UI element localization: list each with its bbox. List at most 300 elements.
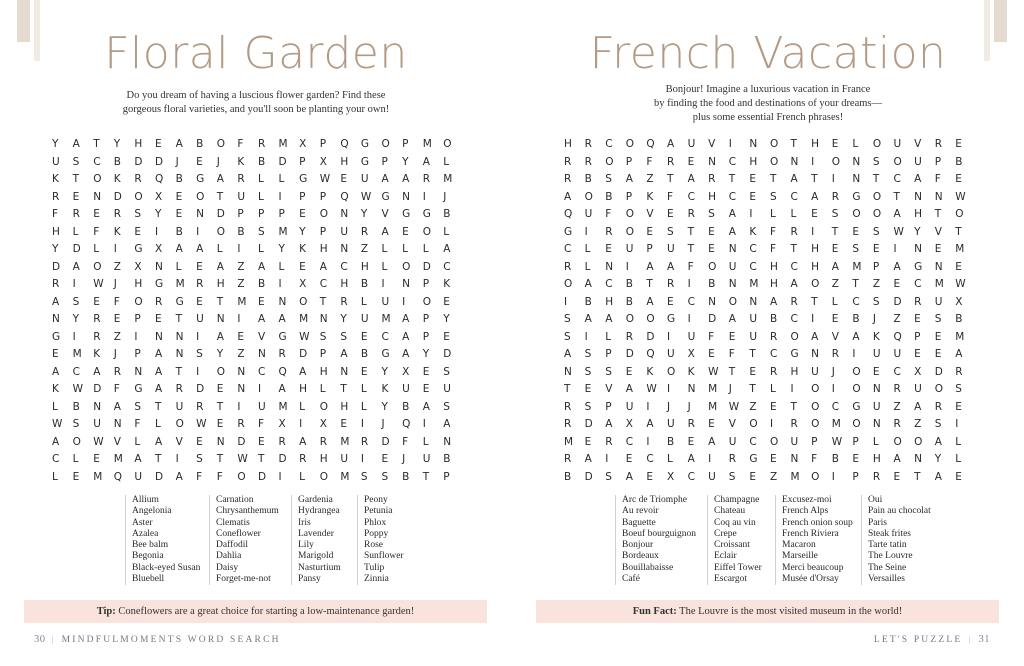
- grid-letter[interactable]: W: [72, 383, 83, 395]
- grid-letter[interactable]: I: [564, 295, 568, 308]
- grid-letter[interactable]: R: [934, 138, 942, 150]
- grid-letter[interactable]: O: [893, 155, 902, 168]
- grid-letter[interactable]: O: [811, 278, 820, 290]
- grid-letter[interactable]: U: [811, 365, 819, 378]
- grid-letter[interactable]: A: [811, 330, 819, 343]
- grid-letter[interactable]: E: [154, 138, 162, 150]
- grid-letter[interactable]: C: [381, 330, 389, 343]
- grid-letter[interactable]: Z: [769, 470, 778, 483]
- grid-letter[interactable]: R: [93, 313, 101, 325]
- grid-letter[interactable]: O: [134, 295, 143, 308]
- grid-letter[interactable]: H: [605, 295, 614, 308]
- grid-letter[interactable]: X: [319, 418, 327, 430]
- grid-letter[interactable]: A: [646, 260, 654, 273]
- grid-letter[interactable]: I: [646, 400, 650, 413]
- grid-letter[interactable]: I: [134, 330, 138, 343]
- grid-letter[interactable]: A: [564, 190, 572, 203]
- grid-letter[interactable]: S: [831, 208, 839, 220]
- grid-letter[interactable]: I: [955, 418, 959, 430]
- grid-letter[interactable]: L: [666, 453, 673, 465]
- grid-letter[interactable]: O: [646, 313, 655, 325]
- grid-letter[interactable]: C: [749, 435, 757, 448]
- grid-letter[interactable]: W: [299, 330, 310, 343]
- grid-letter[interactable]: A: [175, 470, 183, 483]
- grid-letter[interactable]: D: [646, 330, 655, 343]
- grid-letter[interactable]: C: [340, 260, 348, 273]
- grid-letter[interactable]: E: [646, 470, 654, 483]
- grid-letter[interactable]: O: [914, 435, 923, 448]
- grid-letter[interactable]: T: [790, 138, 797, 150]
- grid-letter[interactable]: E: [728, 330, 736, 343]
- grid-letter[interactable]: A: [443, 418, 451, 430]
- grid-letter[interactable]: K: [872, 330, 880, 343]
- grid-letter[interactable]: K: [93, 348, 101, 360]
- grid-letter[interactable]: E: [934, 348, 942, 360]
- grid-letter[interactable]: Q: [154, 173, 164, 185]
- grid-letter[interactable]: M: [381, 313, 391, 325]
- grid-letter[interactable]: R: [790, 295, 798, 308]
- grid-letter[interactable]: E: [134, 225, 142, 238]
- grid-letter[interactable]: E: [955, 400, 962, 413]
- grid-letter[interactable]: N: [340, 243, 349, 255]
- grid-letter[interactable]: A: [402, 348, 410, 360]
- grid-letter[interactable]: I: [72, 330, 76, 343]
- word-search-grid[interactable]: [48, 136, 460, 486]
- grid-letter[interactable]: B: [769, 313, 778, 325]
- grid-letter[interactable]: O: [811, 400, 820, 413]
- grid-letter[interactable]: R: [564, 260, 572, 273]
- grid-letter[interactable]: E: [402, 225, 409, 238]
- grid-letter[interactable]: Q: [646, 138, 655, 150]
- grid-letter[interactable]: H: [872, 453, 881, 465]
- grid-letter[interactable]: D: [381, 435, 390, 448]
- grid-letter[interactable]: H: [769, 278, 778, 290]
- grid-letter[interactable]: S: [134, 400, 142, 413]
- grid-letter[interactable]: O: [625, 138, 635, 150]
- grid-letter[interactable]: E: [852, 225, 859, 238]
- grid-letter[interactable]: N: [708, 155, 717, 168]
- grid-letter[interactable]: O: [708, 260, 717, 273]
- grid-letter[interactable]: I: [175, 453, 179, 465]
- grid-letter[interactable]: H: [134, 138, 143, 150]
- grid-letter[interactable]: O: [422, 295, 431, 308]
- grid-letter[interactable]: K: [646, 365, 654, 378]
- grid-letter[interactable]: T: [564, 383, 571, 395]
- grid-letter[interactable]: P: [257, 208, 265, 220]
- grid-letter[interactable]: A: [216, 260, 224, 273]
- grid-letter[interactable]: B: [443, 208, 451, 220]
- grid-letter[interactable]: I: [831, 470, 835, 483]
- grid-letter[interactable]: G: [749, 453, 758, 465]
- grid-letter[interactable]: G: [790, 348, 799, 360]
- grid-letter[interactable]: D: [708, 313, 717, 325]
- grid-letter[interactable]: W: [196, 418, 207, 430]
- grid-letter[interactable]: G: [196, 173, 205, 185]
- grid-letter[interactable]: A: [175, 138, 183, 150]
- grid-letter[interactable]: O: [216, 225, 226, 238]
- grid-letter[interactable]: G: [134, 383, 143, 395]
- grid-letter[interactable]: L: [72, 225, 79, 238]
- grid-letter[interactable]: W: [93, 435, 104, 448]
- grid-letter[interactable]: X: [687, 348, 695, 360]
- grid-letter[interactable]: S: [360, 470, 368, 483]
- grid-letter[interactable]: I: [790, 383, 794, 395]
- grid-letter[interactable]: R: [914, 295, 922, 308]
- grid-letter[interactable]: U: [584, 208, 593, 220]
- grid-letter[interactable]: T: [811, 173, 818, 185]
- grid-letter[interactable]: G: [52, 330, 61, 343]
- grid-letter[interactable]: R: [299, 453, 307, 465]
- grid-letter[interactable]: R: [278, 435, 286, 448]
- grid-letter[interactable]: N: [237, 383, 246, 395]
- grid-letter[interactable]: N: [872, 418, 881, 430]
- grid-letter[interactable]: F: [605, 208, 612, 220]
- grid-letter[interactable]: Q: [113, 470, 123, 483]
- grid-letter[interactable]: G: [360, 138, 370, 150]
- grid-letter[interactable]: A: [769, 295, 778, 308]
- grid-letter[interactable]: M: [564, 435, 574, 448]
- grid-letter[interactable]: I: [278, 278, 282, 290]
- grid-letter[interactable]: A: [625, 173, 633, 185]
- grid-letter[interactable]: R: [934, 400, 942, 413]
- grid-letter[interactable]: E: [914, 313, 921, 325]
- grid-letter[interactable]: N: [852, 173, 861, 185]
- grid-letter[interactable]: C: [790, 260, 798, 273]
- grid-letter[interactable]: D: [216, 208, 225, 220]
- grid-letter[interactable]: W: [728, 400, 740, 413]
- grid-letter[interactable]: R: [564, 453, 572, 465]
- grid-letter[interactable]: F: [769, 243, 776, 255]
- grid-letter[interactable]: R: [831, 348, 840, 360]
- grid-letter[interactable]: U: [914, 155, 922, 168]
- grid-letter[interactable]: E: [625, 453, 633, 465]
- grid-letter[interactable]: L: [278, 260, 285, 273]
- grid-letter[interactable]: M: [708, 400, 718, 413]
- grid-letter[interactable]: O: [422, 225, 431, 238]
- grid-letter[interactable]: V: [934, 225, 942, 238]
- grid-letter[interactable]: Y: [299, 225, 306, 238]
- grid-letter[interactable]: H: [749, 155, 758, 168]
- grid-letter[interactable]: A: [831, 260, 839, 273]
- grid-letter[interactable]: E: [72, 190, 80, 203]
- grid-letter[interactable]: T: [93, 138, 100, 150]
- grid-letter[interactable]: C: [443, 260, 451, 273]
- grid-letter[interactable]: A: [625, 470, 633, 483]
- grid-letter[interactable]: F: [113, 295, 120, 308]
- grid-letter[interactable]: S: [605, 470, 612, 483]
- grid-letter[interactable]: A: [934, 435, 942, 448]
- grid-letter[interactable]: E: [831, 313, 839, 325]
- grid-letter[interactable]: N: [340, 208, 349, 220]
- grid-letter[interactable]: T: [790, 243, 797, 255]
- grid-letter[interactable]: N: [811, 348, 819, 360]
- grid-letter[interactable]: R: [564, 173, 572, 185]
- grid-letter[interactable]: A: [790, 278, 798, 290]
- grid-letter[interactable]: A: [93, 365, 101, 378]
- grid-letter[interactable]: G: [175, 295, 184, 308]
- grid-letter[interactable]: N: [52, 313, 60, 325]
- grid-letter[interactable]: I: [278, 190, 282, 203]
- grid-letter[interactable]: N: [340, 365, 349, 378]
- grid-letter[interactable]: F: [687, 260, 694, 273]
- grid-letter[interactable]: B: [196, 138, 204, 150]
- grid-letter[interactable]: O: [934, 383, 943, 395]
- grid-letter[interactable]: E: [769, 400, 777, 413]
- grid-letter[interactable]: I: [237, 243, 241, 255]
- grid-letter[interactable]: I: [196, 365, 200, 378]
- grid-letter[interactable]: A: [175, 243, 183, 255]
- grid-letter[interactable]: I: [666, 330, 671, 343]
- grid-letter[interactable]: C: [852, 295, 860, 308]
- grid-letter[interactable]: S: [196, 348, 203, 360]
- grid-letter[interactable]: A: [52, 435, 60, 448]
- grid-letter[interactable]: E: [914, 348, 921, 360]
- grid-letter[interactable]: O: [666, 365, 676, 378]
- grid-letter[interactable]: M: [72, 348, 82, 360]
- grid-letter[interactable]: Z: [646, 173, 654, 185]
- grid-letter[interactable]: W: [831, 435, 843, 448]
- grid-letter[interactable]: P: [443, 470, 450, 483]
- grid-letter[interactable]: B: [605, 190, 613, 203]
- grid-letter[interactable]: R: [134, 173, 142, 185]
- grid-letter[interactable]: Y: [381, 365, 388, 378]
- grid-letter[interactable]: U: [872, 400, 881, 413]
- grid-letter[interactable]: T: [216, 400, 224, 413]
- grid-letter[interactable]: E: [340, 173, 347, 185]
- grid-letter[interactable]: F: [52, 208, 59, 220]
- grid-letter[interactable]: E: [52, 348, 59, 360]
- grid-letter[interactable]: Y: [443, 313, 450, 325]
- grid-letter[interactable]: E: [154, 313, 162, 325]
- grid-letter[interactable]: I: [113, 243, 117, 255]
- grid-letter[interactable]: B: [564, 470, 572, 483]
- grid-letter[interactable]: R: [666, 155, 675, 168]
- grid-letter[interactable]: D: [134, 155, 143, 168]
- grid-letter[interactable]: E: [113, 313, 121, 325]
- grid-letter[interactable]: D: [154, 470, 164, 483]
- grid-letter[interactable]: R: [955, 365, 963, 378]
- grid-letter[interactable]: E: [299, 260, 306, 273]
- grid-letter[interactable]: C: [646, 453, 654, 465]
- grid-letter[interactable]: U: [237, 190, 246, 203]
- grid-letter[interactable]: Z: [914, 418, 922, 430]
- grid-letter[interactable]: Y: [52, 138, 59, 150]
- grid-letter[interactable]: G: [381, 190, 390, 203]
- grid-letter[interactable]: K: [381, 383, 389, 395]
- grid-letter[interactable]: P: [134, 348, 141, 360]
- grid-letter[interactable]: U: [893, 348, 902, 360]
- grid-letter[interactable]: R: [769, 330, 778, 343]
- grid-letter[interactable]: N: [852, 155, 861, 168]
- grid-letter[interactable]: S: [134, 208, 142, 220]
- grid-letter[interactable]: T: [154, 453, 162, 465]
- grid-letter[interactable]: S: [584, 400, 592, 413]
- grid-letter[interactable]: N: [914, 453, 922, 465]
- grid-letter[interactable]: E: [852, 453, 859, 465]
- grid-letter[interactable]: H: [790, 365, 799, 378]
- grid-letter[interactable]: T: [154, 400, 162, 413]
- grid-letter[interactable]: R: [237, 418, 245, 430]
- grid-letter[interactable]: H: [319, 365, 328, 378]
- grid-letter[interactable]: O: [216, 138, 226, 150]
- grid-letter[interactable]: A: [605, 313, 613, 325]
- grid-letter[interactable]: Z: [113, 260, 121, 273]
- grid-letter[interactable]: F: [196, 470, 203, 483]
- grid-letter[interactable]: V: [708, 138, 716, 150]
- grid-letter[interactable]: Z: [749, 400, 757, 413]
- grid-letter[interactable]: K: [52, 383, 59, 395]
- grid-letter[interactable]: Y: [278, 243, 285, 255]
- grid-letter[interactable]: P: [319, 190, 327, 203]
- grid-letter[interactable]: O: [319, 470, 328, 483]
- grid-letter[interactable]: A: [422, 155, 430, 168]
- grid-letter[interactable]: R: [831, 190, 840, 203]
- grid-letter[interactable]: E: [443, 295, 450, 308]
- grid-letter[interactable]: Z: [893, 400, 901, 413]
- grid-letter[interactable]: X: [402, 365, 410, 378]
- grid-letter[interactable]: L: [257, 190, 264, 203]
- grid-letter[interactable]: U: [872, 348, 881, 360]
- grid-letter[interactable]: O: [769, 138, 779, 150]
- grid-letter[interactable]: U: [340, 225, 348, 238]
- grid-letter[interactable]: B: [360, 278, 369, 290]
- grid-letter[interactable]: S: [443, 365, 450, 378]
- grid-letter[interactable]: I: [728, 138, 732, 150]
- grid-letter[interactable]: A: [402, 313, 410, 325]
- grid-letter[interactable]: J: [831, 365, 835, 378]
- grid-letter[interactable]: B: [955, 313, 963, 325]
- grid-letter[interactable]: S: [196, 453, 203, 465]
- grid-letter[interactable]: Q: [278, 365, 287, 378]
- grid-letter[interactable]: A: [154, 365, 163, 378]
- grid-letter[interactable]: S: [769, 190, 777, 203]
- grid-letter[interactable]: T: [216, 453, 224, 465]
- grid-letter[interactable]: A: [154, 348, 163, 360]
- grid-letter[interactable]: I: [196, 225, 200, 238]
- grid-letter[interactable]: B: [852, 313, 860, 325]
- grid-letter[interactable]: N: [790, 453, 799, 465]
- grid-letter[interactable]: M: [278, 138, 288, 150]
- grid-letter[interactable]: I: [811, 155, 815, 168]
- grid-letter[interactable]: N: [402, 190, 410, 203]
- grid-letter[interactable]: H: [340, 400, 349, 413]
- grid-letter[interactable]: L: [790, 208, 797, 220]
- grid-letter[interactable]: A: [955, 348, 963, 360]
- grid-letter[interactable]: H: [708, 190, 717, 203]
- grid-letter[interactable]: X: [278, 418, 286, 430]
- grid-letter[interactable]: R: [237, 173, 245, 185]
- grid-letter[interactable]: V: [113, 435, 121, 448]
- grid-letter[interactable]: R: [893, 383, 901, 395]
- grid-letter[interactable]: Y: [72, 313, 80, 325]
- grid-letter[interactable]: K: [52, 173, 59, 185]
- grid-letter[interactable]: N: [237, 365, 246, 378]
- grid-letter[interactable]: U: [196, 313, 204, 325]
- grid-letter[interactable]: N: [708, 295, 717, 308]
- grid-letter[interactable]: S: [934, 418, 942, 430]
- grid-letter[interactable]: O: [584, 190, 593, 203]
- grid-letter[interactable]: W: [955, 190, 966, 203]
- grid-letter[interactable]: N: [154, 330, 163, 343]
- grid-letter[interactable]: U: [790, 435, 799, 448]
- grid-letter[interactable]: L: [319, 383, 326, 395]
- grid-letter[interactable]: A: [605, 418, 613, 430]
- grid-letter[interactable]: V: [728, 418, 736, 430]
- grid-letter[interactable]: L: [134, 435, 141, 448]
- grid-letter[interactable]: U: [52, 155, 60, 168]
- grid-letter[interactable]: R: [52, 278, 60, 290]
- grid-letter[interactable]: S: [72, 418, 80, 430]
- grid-letter[interactable]: O: [852, 208, 861, 220]
- grid-letter[interactable]: J: [443, 190, 447, 203]
- grid-letter[interactable]: N: [175, 348, 184, 360]
- grid-letter[interactable]: L: [216, 243, 223, 255]
- grid-letter[interactable]: E: [749, 365, 756, 378]
- grid-letter[interactable]: A: [443, 243, 451, 255]
- grid-letter[interactable]: O: [564, 278, 573, 290]
- grid-letter[interactable]: H: [299, 383, 308, 395]
- grid-letter[interactable]: D: [278, 453, 287, 465]
- grid-letter[interactable]: T: [175, 313, 182, 325]
- grid-letter[interactable]: P: [605, 348, 612, 360]
- grid-letter[interactable]: W: [237, 453, 248, 465]
- grid-letter[interactable]: O: [872, 190, 882, 203]
- grid-letter[interactable]: N: [154, 260, 163, 273]
- grid-letter[interactable]: F: [93, 225, 100, 238]
- grid-letter[interactable]: R: [790, 418, 798, 430]
- grid-letter[interactable]: R: [687, 418, 695, 430]
- grid-letter[interactable]: T: [216, 295, 224, 308]
- grid-letter[interactable]: P: [914, 330, 921, 343]
- grid-letter[interactable]: G: [852, 400, 861, 413]
- grid-letter[interactable]: I: [360, 453, 365, 465]
- grid-letter[interactable]: E: [175, 190, 183, 203]
- grid-letter[interactable]: S: [319, 330, 327, 343]
- grid-letter[interactable]: C: [893, 173, 901, 185]
- grid-letter[interactable]: S: [584, 348, 592, 360]
- grid-letter[interactable]: I: [422, 418, 426, 430]
- grid-letter[interactable]: C: [790, 190, 798, 203]
- grid-letter[interactable]: O: [831, 155, 840, 168]
- grid-letter[interactable]: E: [666, 208, 674, 220]
- grid-letter[interactable]: D: [893, 295, 902, 308]
- grid-letter[interactable]: R: [625, 330, 634, 343]
- grid-letter[interactable]: B: [72, 400, 80, 413]
- grid-letter[interactable]: I: [237, 400, 241, 413]
- grid-letter[interactable]: R: [605, 225, 613, 238]
- grid-letter[interactable]: U: [443, 383, 451, 395]
- grid-letter[interactable]: G: [666, 313, 676, 325]
- grid-letter[interactable]: S: [340, 330, 347, 343]
- grid-letter[interactable]: A: [216, 330, 224, 343]
- grid-letter[interactable]: B: [360, 348, 369, 360]
- grid-letter[interactable]: S: [257, 225, 265, 238]
- grid-letter[interactable]: O: [852, 383, 861, 395]
- grid-letter[interactable]: T: [72, 173, 80, 185]
- grid-letter[interactable]: F: [402, 435, 409, 448]
- grid-letter[interactable]: T: [728, 365, 736, 378]
- grid-letter[interactable]: F: [216, 470, 223, 483]
- grid-letter[interactable]: P: [237, 208, 244, 220]
- grid-letter[interactable]: O: [769, 435, 779, 448]
- grid-letter[interactable]: D: [299, 348, 308, 360]
- grid-letter[interactable]: L: [422, 243, 429, 255]
- grid-letter[interactable]: Q: [564, 208, 573, 220]
- grid-letter[interactable]: P: [646, 243, 653, 255]
- grid-letter[interactable]: C: [831, 400, 840, 413]
- grid-letter[interactable]: D: [113, 190, 122, 203]
- grid-letter[interactable]: R: [790, 225, 798, 238]
